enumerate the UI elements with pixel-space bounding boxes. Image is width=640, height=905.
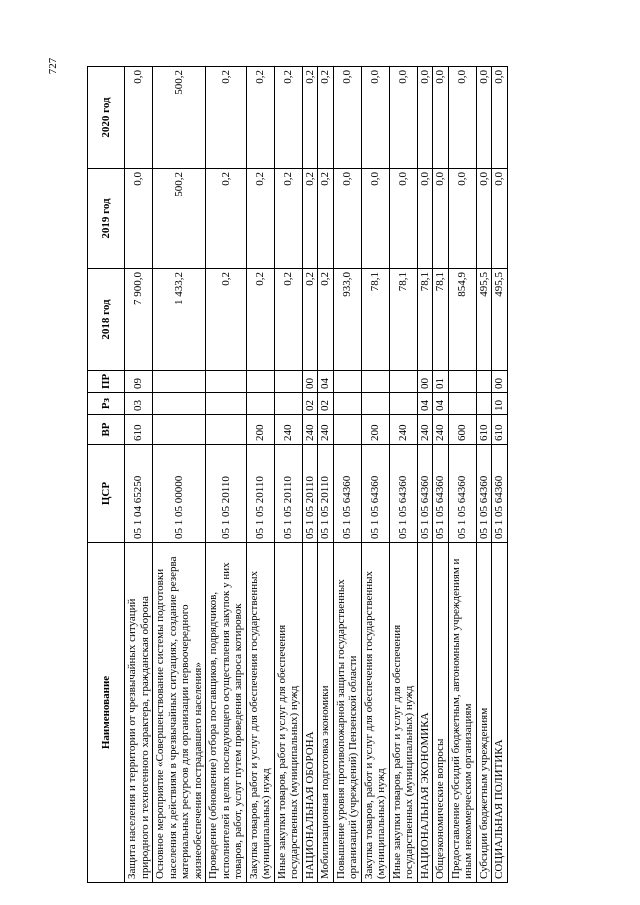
cell-2019: 0,2 [206,169,247,269]
cell-2020: 0,0 [448,67,476,169]
cell-rz [476,393,492,415]
cell-vr: 200 [246,415,274,445]
cell-name: Иные закупки товаров, работ и услуг для обеспечения государственных (муниципальных) нужд [389,543,417,883]
cell-name: Предоставление субсидий бюджетным, автономным учреждениям и иным некоммерческим организациям [448,543,476,883]
cell-2018: 0,2 [206,269,247,371]
cell-name: Иные закупки товаров, работ и услуг для обеспечения государственных (муниципальных) нужд [274,543,302,883]
cell-name: Субсидии бюджетным учреждениям [476,543,492,883]
cell-2019: 0,0 [476,169,492,269]
cell-vr [153,415,206,445]
cell-2020: 0,2 [302,67,318,169]
header-csr: ЦСР [88,445,125,543]
cell-vr: 240 [274,415,302,445]
cell-2018: 854,9 [448,269,476,371]
cell-name: Основное мероприятие «Совершенствование системы подготовки населения к действиям в чрезвычайных ситуациях, создание резерва материальных ресурсов для организации первоочередного жизнеобеспечения пострадавшего населения» [153,543,206,883]
cell-2020: 0,0 [125,67,153,169]
cell-csr: 05 1 05 20110 [318,445,334,543]
cell-rz [389,393,417,415]
cell-2019: 0,0 [448,169,476,269]
cell-csr: 05 1 05 64360 [389,445,417,543]
cell-2020: 0,0 [361,67,389,169]
cell-2019: 0,0 [361,169,389,269]
cell-pr [206,371,247,393]
cell-2018: 0,2 [246,269,274,371]
header-name: Наименование [88,543,125,883]
cell-pr [333,371,361,393]
cell-csr: 05 1 05 20110 [206,445,247,543]
cell-pr [361,371,389,393]
cell-2018: 78,1 [361,269,389,371]
header-rz: Рз [88,393,125,415]
table-row [389,67,417,883]
cell-2019: 0,2 [246,169,274,269]
cell-2018: 7 900,0 [125,269,153,371]
cell-rz [274,393,302,415]
table-row [476,67,492,883]
cell-csr: 05 1 05 20110 [274,445,302,543]
cell-pr [389,371,417,393]
cell-2019: 0,0 [389,169,417,269]
cell-2019: 0,0 [417,169,433,269]
cell-rz [206,393,247,415]
cell-vr: 610 [476,415,492,445]
cell-pr [448,371,476,393]
cell-csr: 05 1 05 20110 [302,445,318,543]
header-pr: ПР [88,371,125,393]
cell-name: Защита населения и территории от чрезвычайных ситуаций природного и техногенного характера, гражданская оборона [125,543,153,883]
header-year-2020: 2020 год [88,67,125,169]
table-header-row [88,67,125,883]
cell-vr [206,415,247,445]
cell-2018: 78,1 [433,269,449,371]
cell-rz: 04 [417,393,433,415]
header-vr: ВР [88,415,125,445]
cell-pr [153,371,206,393]
cell-name: Проведение (обновление) отбора поставщиков, подрядчиков, исполнителей в целях последующего осуществления закупок у них товаров, работ, услуг путем проведения запроса котировок [206,543,247,883]
cell-2019: 0,0 [433,169,449,269]
cell-2018: 0,2 [302,269,318,371]
header-year-2019: 2019 год [88,169,125,269]
cell-2019: 0,2 [318,169,334,269]
cell-2018: 933,0 [333,269,361,371]
cell-rz: 10 [492,393,508,415]
cell-2020: 0,2 [318,67,334,169]
cell-2020: 0,2 [274,67,302,169]
cell-2018: 0,2 [318,269,334,371]
cell-2020: 0,0 [389,67,417,169]
cell-2019: 0,0 [333,169,361,269]
cell-2020: 0,0 [417,67,433,169]
cell-2020: 0,0 [433,67,449,169]
cell-vr: 240 [389,415,417,445]
cell-csr: 05 1 05 64360 [333,445,361,543]
cell-csr: 05 1 05 64360 [417,445,433,543]
cell-name: СОЦИАЛЬНАЯ ПОЛИТИКА [492,543,508,883]
table-row [417,67,433,883]
cell-pr: 00 [417,371,433,393]
cell-vr: 610 [492,415,508,445]
cell-rz [246,393,274,415]
cell-rz [153,393,206,415]
table-row [246,67,274,883]
budget-table [87,66,508,883]
cell-2019: 0,0 [492,169,508,269]
cell-vr: 200 [361,415,389,445]
cell-csr: 05 1 05 00000 [153,445,206,543]
cell-rz: 02 [302,393,318,415]
cell-pr [476,371,492,393]
cell-name: НАЦИОНАЛЬНАЯ ЭКОНОМИКА [417,543,433,883]
cell-vr: 240 [318,415,334,445]
cell-vr: 240 [302,415,318,445]
table-row [125,67,153,883]
cell-2018: 78,1 [417,269,433,371]
table-row [333,67,361,883]
cell-rz: 02 [318,393,334,415]
cell-2020: 0,2 [246,67,274,169]
cell-2020: 0,2 [206,67,247,169]
cell-pr: 09 [125,371,153,393]
cell-rz: 04 [433,393,449,415]
table-row [274,67,302,883]
cell-2018: 1 433,2 [153,269,206,371]
cell-csr: 05 1 05 64360 [476,445,492,543]
cell-rz [448,393,476,415]
table-row [153,67,206,883]
table-row [318,67,334,883]
cell-pr: 01 [433,371,449,393]
cell-pr: 00 [302,371,318,393]
cell-csr: 05 1 05 64360 [492,445,508,543]
cell-pr: 04 [318,371,334,393]
table-row [302,67,318,883]
cell-2020: 0,0 [476,67,492,169]
cell-2018: 0,2 [274,269,302,371]
cell-2019: 0,2 [274,169,302,269]
cell-2020: 0,0 [492,67,508,169]
cell-pr [246,371,274,393]
cell-vr: 610 [125,415,153,445]
cell-2018: 495,5 [492,269,508,371]
cell-csr: 05 1 05 20110 [246,445,274,543]
table-row [433,67,449,883]
cell-2020: 500,2 [153,67,206,169]
cell-2018: 78,1 [389,269,417,371]
cell-vr: 240 [433,415,449,445]
cell-name: Повышение уровня противопожарной защиты государственных организаций (учреждений) Пензенской области [333,543,361,883]
cell-csr: 05 1 05 64360 [361,445,389,543]
table-row [206,67,247,883]
cell-2019: 0,0 [125,169,153,269]
cell-rz: 03 [125,393,153,415]
header-year-2018: 2018 год [88,269,125,371]
rotated-table-container [87,67,551,883]
cell-pr [274,371,302,393]
cell-name: Закупка товаров, работ и услуг для обеспечения государственных (муниципальных) нужд [246,543,274,883]
cell-2019: 0,2 [302,169,318,269]
cell-vr [333,415,361,445]
cell-rz [361,393,389,415]
cell-2020: 0,0 [333,67,361,169]
cell-csr: 05 1 05 64360 [448,445,476,543]
cell-2019: 500,2 [153,169,206,269]
cell-name: НАЦИОНАЛЬНАЯ ОБОРОНА [302,543,318,883]
cell-name: Мобилизационная подготовка экономики [318,543,334,883]
cell-name: Закупка товаров, работ и услуг для обеспечения государственных (муниципальных) нужд [361,543,389,883]
page-number: 727 [47,57,59,75]
cell-rz [333,393,361,415]
cell-name: Общеэкономические вопросы [433,543,449,883]
cell-csr: 05 1 04 65250 [125,445,153,543]
table-row [492,67,508,883]
table-row [361,67,389,883]
cell-pr: 00 [492,371,508,393]
cell-csr: 05 1 05 64360 [433,445,449,543]
cell-vr: 600 [448,415,476,445]
table-row [448,67,476,883]
cell-2018: 495,5 [476,269,492,371]
cell-vr: 240 [417,415,433,445]
